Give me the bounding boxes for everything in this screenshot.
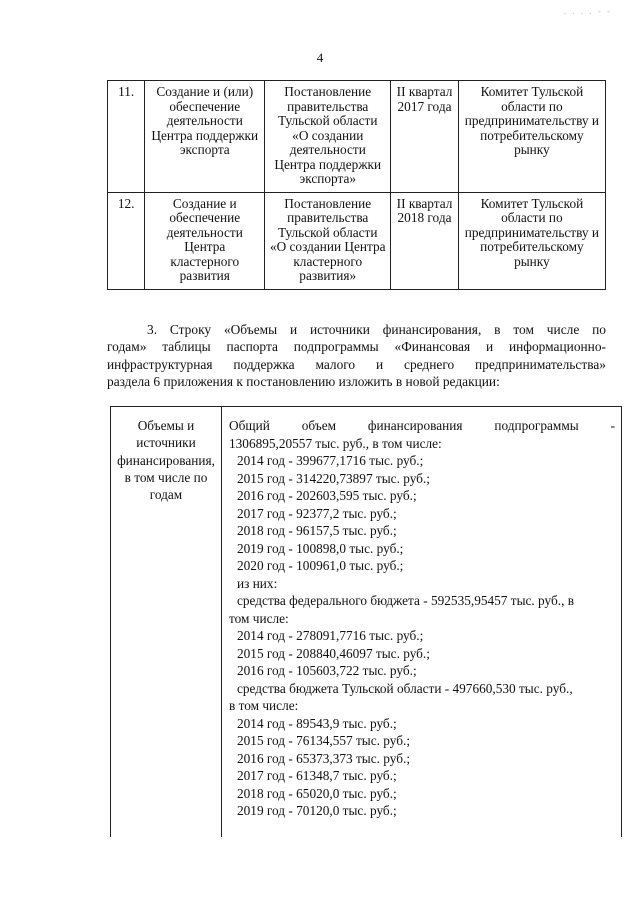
legal-act-line: Центра поддержки: [274, 156, 382, 172]
measure-name-cell: [145, 192, 265, 289]
measure-name-line: Создание и: [172, 195, 237, 211]
paragraph-line: инфраструктурная поддержка малого и среднего предпринимательства»: [107, 356, 606, 372]
executor-line: предпринимательству и: [464, 224, 600, 240]
executor-cell: [458, 81, 605, 193]
table-row: [108, 81, 606, 193]
corner-mark: . . . . - -: [563, 6, 612, 16]
financing-line: 1306895,20557 тыс. руб., в том числе:: [229, 435, 442, 451]
deadline-line: II квартал: [396, 195, 453, 211]
measure-name-line: Центра: [184, 239, 226, 254]
financing-line: 2017 год - 61348,7 тыс. руб.;: [237, 768, 397, 783]
row-number-cell: [108, 81, 145, 193]
measure-name-line: экспорта: [179, 142, 230, 157]
measure-name-line: Центра поддержки: [151, 127, 259, 143]
financing-line: средства бюджета Тульской области - 497660,530 тыс. руб.,: [237, 680, 573, 696]
amendment-paragraph: [107, 321, 606, 391]
financing-head-line: [229, 417, 615, 435]
legal-act-cell: [265, 81, 391, 193]
paragraph-line: 3. Строку «Объемы и источники финансирования, в том числе по: [147, 322, 606, 337]
financing-line: 2016 год - 202603,595 тыс. руб.;: [237, 488, 417, 503]
executor-line: предпринимательству и: [464, 113, 600, 128]
row-number: 11.: [118, 84, 135, 99]
financing-line: 2015 год - 314220,73897 тыс. руб.;: [237, 470, 430, 486]
measure-name-line: обеспечение: [169, 210, 241, 225]
legal-act-line: Постановление: [284, 84, 372, 99]
financing-line: 2014 год - 399677,1716 тыс. руб.;: [237, 453, 424, 468]
deadline-line: 2018 года: [397, 210, 452, 225]
executor-line: потребительскому: [480, 239, 584, 254]
legal-act-line: правительства: [287, 98, 369, 114]
financing-line: 2016 год - 65373,373 тыс. руб.;: [237, 750, 411, 766]
measure-name-line: деятельности: [166, 113, 243, 128]
head-word: Общий: [229, 418, 270, 433]
legal-act-line: деятельности: [289, 142, 366, 157]
page-number: 4: [316, 50, 324, 65]
financing-line: 2019 год - 70120,0 тыс. руб.;: [237, 803, 397, 818]
financing-line: 2018 год - 65020,0 тыс. руб.;: [237, 785, 397, 801]
column-divider: [221, 407, 222, 837]
executor-line: рынку: [514, 142, 550, 157]
label-line: Объемы и: [137, 418, 195, 433]
measure-name-line: обеспечение: [169, 98, 241, 114]
label-line: годам: [149, 487, 183, 503]
paragraph-line: годам» таблицы паспорта подпрограммы «Финансовая и информационно-: [107, 339, 606, 355]
financing-line: 2014 год - 89543,9 тыс. руб.;: [237, 715, 397, 731]
legal-act-line: развития»: [299, 268, 357, 283]
legal-act-line: Тульской области: [278, 224, 378, 240]
legal-act-cell: [265, 192, 391, 289]
paragraph-line: раздела 6 приложения к постановлению изложить в новой редакции:: [107, 374, 500, 390]
financing-line: 2020 год - 100961,0 тыс. руб.;: [237, 558, 404, 573]
executor-line: потребительскому: [480, 127, 584, 143]
financing-table: [110, 406, 622, 837]
executor-line: области по: [501, 210, 563, 225]
financing-line: 2015 год - 76134,557 тыс. руб.;: [237, 733, 411, 748]
legal-act-line: правительства: [287, 210, 369, 225]
financing-line: 2016 год - 105603,722 тыс. руб.;: [237, 663, 417, 678]
legal-act-line: «О создании Центра: [269, 239, 386, 254]
executor-line: Комитет Тульской: [480, 84, 584, 99]
financing-line: том числе:: [229, 610, 289, 626]
label-line: финансирования,: [117, 452, 215, 468]
measure-name-line: Создание и (или): [156, 84, 254, 99]
deadline-cell: [391, 81, 459, 193]
financing-line: 2018 год - 96157,5 тыс. руб.;: [237, 523, 397, 538]
financing-line: 2015 год - 208840,46097 тыс. руб.;: [237, 645, 430, 661]
executor-line: Комитет Тульской: [480, 195, 584, 211]
measure-name-line: кластерного: [170, 253, 240, 269]
deadline-line: II квартал: [396, 84, 453, 99]
head-word: подпрограммы: [494, 418, 579, 433]
legal-act-line: Постановление: [284, 195, 372, 211]
label-line: источники: [136, 435, 196, 451]
financing-line: из них:: [237, 575, 278, 591]
measures-table: [107, 80, 606, 290]
financing-line: средства федерального бюджета - 592535,95457 тыс. руб., в: [237, 593, 575, 608]
executor-line: рынку: [514, 253, 550, 269]
financing-line: 2017 год - 92377,2 тыс. руб.;: [237, 505, 397, 521]
executor-line: области по: [501, 98, 563, 114]
row-number: 12.: [117, 195, 135, 211]
legal-act-line: Тульской области: [278, 113, 378, 128]
executor-cell: [458, 192, 605, 289]
measure-name-line: деятельности: [166, 224, 243, 240]
measure-name-cell: [145, 81, 265, 193]
financing-label: [111, 417, 221, 503]
legal-act-line: кластерного: [293, 253, 363, 269]
row-number-cell: [108, 192, 145, 289]
financing-details: [229, 417, 615, 820]
deadline-cell: [391, 192, 459, 289]
financing-line: 2019 год - 100898,0 тыс. руб.;: [237, 540, 404, 556]
financing-line: в том числе:: [229, 698, 299, 713]
head-word: объем: [301, 418, 337, 433]
deadline-line: 2017 года: [397, 98, 452, 114]
head-word: финансирования: [367, 418, 463, 433]
head-word: -: [610, 418, 615, 433]
measure-name-line: развития: [179, 268, 230, 283]
legal-act-line: «О создании: [292, 127, 364, 143]
table-row: [108, 192, 606, 289]
label-line: в том числе по: [124, 469, 208, 485]
financing-line: 2014 год - 278091,7716 тыс. руб.;: [237, 628, 424, 643]
legal-act-line: экспорта»: [299, 171, 356, 186]
